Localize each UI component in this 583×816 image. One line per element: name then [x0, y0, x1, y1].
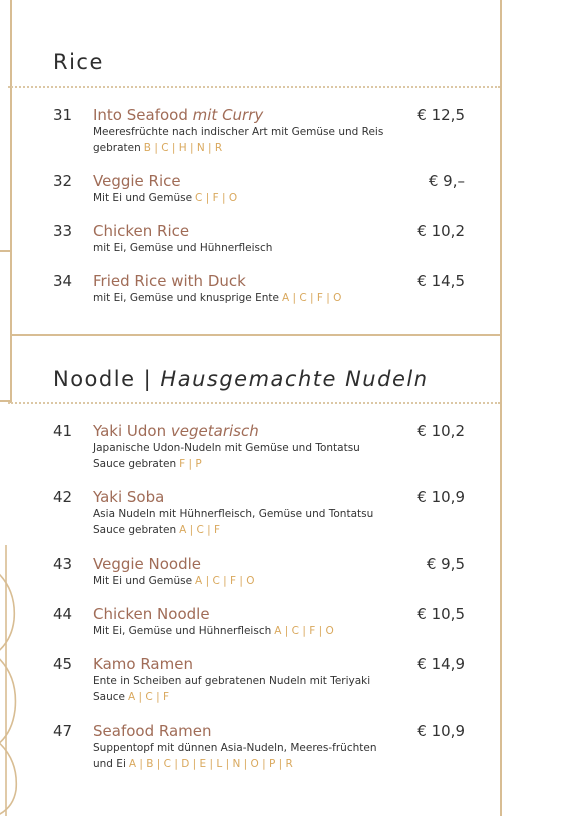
- section-title-noodle: Noodle | Hausgemachte Nudeln: [53, 367, 429, 391]
- item-name-text: Chicken Noodle: [93, 605, 210, 623]
- item-number: 41: [53, 422, 73, 440]
- item-description-text: mit Ei, Gemüse und knusprige Ente: [93, 292, 279, 304]
- item-description-text: Ente in Scheiben auf gebratenen Nudeln mit Teriyaki Sauce: [93, 675, 371, 703]
- item-description: [93, 190, 393, 206]
- item-description: [93, 573, 393, 589]
- item-allergens: A | C | F: [179, 524, 221, 536]
- item-description-text: Mit Ei und Gemüse: [93, 575, 193, 587]
- item-number: 44: [53, 605, 73, 623]
- item-note: mit Curry: [192, 106, 264, 124]
- item-number: 33: [53, 222, 73, 240]
- frame-left-tick: [0, 250, 10, 252]
- item-number: 32: [53, 172, 73, 190]
- item-description-text: Japanische Udon-Nudeln mit Gemüse und Tontatsu Sauce gebraten: [93, 442, 360, 470]
- item-allergens: F | P: [179, 458, 202, 470]
- item-description-text: Mit Ei, Gemüse und Hühnerfleisch: [93, 625, 272, 637]
- item-name-text: Chicken Rice: [93, 222, 190, 240]
- item-name-text: Into Seafood: [93, 106, 188, 124]
- item-number: 45: [53, 655, 73, 673]
- item-price: € 9,–: [428, 172, 465, 190]
- item-price: € 10,9: [417, 488, 465, 506]
- item-price: € 14,9: [417, 655, 465, 673]
- item-description-text: Asia Nudeln mit Hühnerfleisch, Gemüse und Tontatsu Sauce gebraten: [93, 508, 374, 536]
- section-divider: [8, 86, 500, 88]
- item-price: € 10,2: [417, 222, 465, 240]
- item-description-text: Meeresfrüchte nach indischer Art mit Gemüse und Reis gebraten: [93, 126, 384, 154]
- item-name: [93, 605, 210, 623]
- item-allergens: B | C | H | N | R: [143, 142, 223, 154]
- frame-left-line-top: [10, 0, 12, 87]
- item-name: [93, 722, 212, 740]
- item-name: [93, 488, 164, 506]
- item-name-text: Yaki Udon: [93, 422, 167, 440]
- item-name-text: Veggie Noodle: [93, 555, 202, 573]
- item-price: € 10,5: [417, 605, 465, 623]
- item-name: [93, 555, 201, 573]
- item-description: [93, 124, 393, 156]
- item-description-text: Suppentopf mit dünnen Asia-Nudeln, Meeres-früchten und Ei: [93, 742, 377, 770]
- item-price: € 10,9: [417, 722, 465, 740]
- item-name: [93, 172, 181, 190]
- item-price: € 10,2: [417, 422, 465, 440]
- item-number: 31: [53, 106, 73, 124]
- item-description: [93, 290, 393, 306]
- item-description: [93, 240, 393, 256]
- item-price: € 12,5: [417, 106, 465, 124]
- item-name-text: Seafood Ramen: [93, 722, 212, 740]
- item-description: [93, 673, 393, 705]
- item-name: [93, 422, 259, 440]
- item-name: [93, 655, 193, 673]
- item-name: [93, 222, 189, 240]
- item-number: 42: [53, 488, 73, 506]
- item-allergens: A | C | F | O: [274, 625, 334, 637]
- item-allergens: A | C | F | O: [281, 292, 342, 304]
- frame-left-line-mid: [10, 87, 12, 403]
- item-price: € 14,5: [417, 272, 465, 290]
- item-description: [93, 506, 393, 538]
- section-title-rice: Rice: [53, 50, 104, 74]
- item-allergens: C | F | O: [195, 192, 238, 204]
- item-price: € 9,5: [426, 555, 465, 573]
- item-allergens: A | C | F: [128, 691, 169, 703]
- item-name-text: Fried Rice with Duck: [93, 272, 246, 290]
- item-name-text: Yaki Soba: [93, 488, 165, 506]
- item-name-text: Veggie Rice: [93, 172, 181, 190]
- item-number: 34: [53, 272, 73, 290]
- item-note: vegetarisch: [170, 422, 259, 440]
- item-number: 47: [53, 722, 73, 740]
- item-description: [93, 623, 393, 639]
- item-description: [93, 440, 393, 472]
- item-description: [93, 740, 393, 772]
- section-divider: [8, 402, 500, 404]
- item-allergens: A | B | C | D | E | L | N | O | P | R: [128, 758, 293, 770]
- item-number: 43: [53, 555, 73, 573]
- item-name-text: Kamo Ramen: [93, 655, 193, 673]
- item-description-text: Mit Ei und Gemüse: [93, 192, 193, 204]
- item-name: [93, 106, 263, 124]
- item-name: [93, 272, 246, 290]
- wave-ornament-icon: [0, 545, 20, 816]
- frame-right-line: [500, 0, 502, 816]
- item-description-text: mit Ei, Gemüse und Hühnerfleisch: [93, 242, 273, 254]
- item-allergens: A | C | F | O: [195, 575, 255, 587]
- frame-divider: [10, 334, 502, 336]
